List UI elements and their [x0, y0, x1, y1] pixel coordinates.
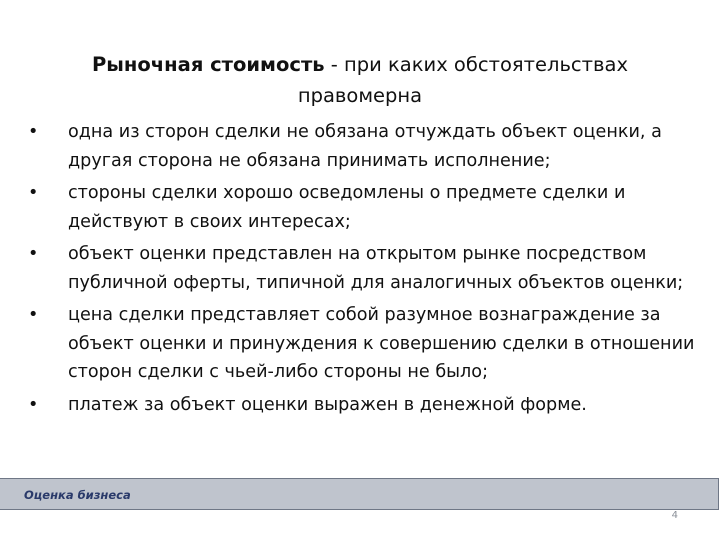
bullet-text: стороны сделки хорошо осведомлены о предмете сделки и действуют в своих интересах;	[68, 183, 626, 232]
bullet-text: платеж за объект оценки выражен в денежной форме.	[68, 394, 587, 415]
title-rest: - при каких обстоятельствах правомерна	[297, 53, 628, 107]
bullet-icon: •	[28, 305, 39, 325]
bullet-item	[28, 240, 700, 297]
bullet-item	[28, 118, 700, 175]
footer-label: Оценка бизнеса	[24, 488, 131, 502]
bullet-icon: •	[28, 183, 39, 203]
bullet-icon: •	[28, 244, 39, 264]
bullet-icon: •	[28, 122, 39, 142]
bullet-item	[28, 179, 700, 236]
bullet-list	[28, 118, 700, 423]
bullet-text: цена сделки представляет собой разумное вознаграждение за объект оценки и принуждения к совершению сделки в отношении сторон сделки с чьей-либо стороны не было;	[68, 305, 695, 382]
page-number: 4	[671, 510, 678, 521]
bullet-item	[28, 301, 700, 387]
bullet-text: объект оценки представлен на открытом рынке посредством публичной оферты, типичной для аналогичных объектов оценки;	[68, 244, 684, 293]
title-bold-term: Рыночная стоимость	[92, 53, 325, 76]
bullet-item	[28, 391, 700, 420]
slide-title	[30, 49, 690, 111]
footer-bar	[0, 478, 719, 510]
bullet-icon: •	[28, 394, 39, 415]
bullet-text: одна из сторон сделки не обязана отчуждать объект оценки, а другая сторона не обязана принимать исполнение;	[68, 122, 662, 171]
